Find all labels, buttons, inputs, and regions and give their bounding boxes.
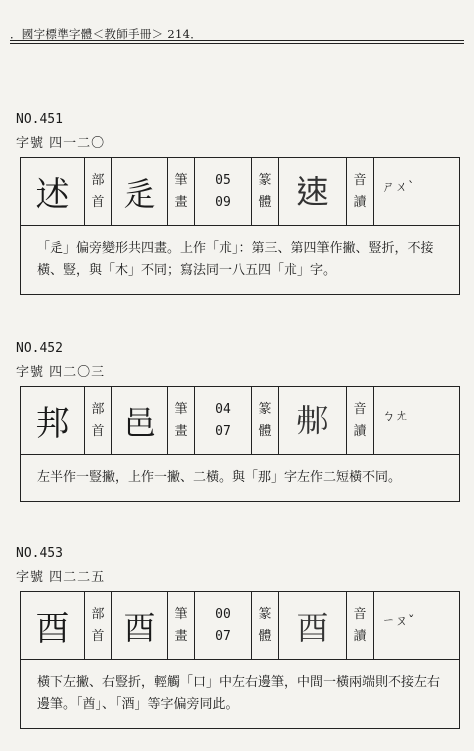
seal-label: [252, 387, 279, 454]
writing-note: 橫下左撇、右豎折，輕觸「口」中左右邊筆，中間一橫兩端則不接左右邊筆。「酋」、「酒」等字偏旁同此。: [37, 675, 441, 712]
radical-label: [85, 158, 112, 225]
entry-number: NO.453: [16, 546, 63, 561]
radical-label-line1: 部: [91, 401, 105, 417]
strokes-label: [168, 592, 195, 659]
pronunciation-label: [347, 592, 374, 659]
seal-label-line2: 體: [258, 628, 272, 644]
seal-script-character: 酉: [279, 592, 347, 659]
total-stroke-count: 07: [215, 628, 231, 644]
standard-character: 邦: [21, 387, 85, 454]
radical-stroke-count: 00: [215, 606, 231, 622]
radical-label-line2: 首: [91, 423, 105, 439]
zhuyin-pronunciation: ㄧㄡˇ: [382, 614, 415, 629]
standard-character: 述: [21, 158, 85, 225]
radical-label-line2: 首: [91, 628, 105, 644]
pronunciation-label-line1: 音: [353, 172, 367, 188]
pronunciation-label-line2: 讀: [353, 628, 367, 644]
pronunciation-label-line2: 讀: [353, 423, 367, 439]
header-rule-top: [10, 40, 464, 41]
header-title: ．國字標準字體＜教師手冊＞ 214．: [10, 27, 203, 41]
radical-character: 辵: [112, 158, 168, 225]
entry-card: [20, 591, 460, 729]
total-stroke-count: 09: [215, 194, 231, 210]
radical-stroke-count: 04: [215, 401, 231, 417]
pronunciation-label-line1: 音: [353, 606, 367, 622]
seal-label: [252, 592, 279, 659]
entry-number: NO.451: [16, 112, 63, 127]
radical-label: [85, 387, 112, 454]
pronunciation-label-line1: 音: [353, 401, 367, 417]
entry-card: [20, 157, 460, 295]
stroke-counts: [195, 592, 252, 659]
stroke-counts: [195, 387, 252, 454]
strokes-label: [168, 387, 195, 454]
total-stroke-count: 07: [215, 423, 231, 439]
radical-label-line2: 首: [91, 194, 105, 210]
strokes-label-line2: 畫: [174, 423, 188, 439]
strokes-label-line2: 畫: [174, 628, 188, 644]
standard-character: 酉: [21, 592, 85, 659]
pronunciation-label-line2: 讀: [353, 194, 367, 210]
entry-info-row: [21, 592, 459, 660]
entry-info-row: [21, 158, 459, 226]
strokes-label-line1: 筆: [174, 172, 188, 188]
seal-label: [252, 158, 279, 225]
entry-code: 字號 四二〇三: [16, 365, 106, 380]
entry-code: 字號 四一二〇: [16, 136, 106, 151]
entry-card: [20, 386, 460, 502]
entry-number: NO.452: [16, 341, 63, 356]
header-rule-bottom: [10, 43, 464, 44]
radical-label: [85, 592, 112, 659]
seal-script-character: 𨒪: [279, 158, 347, 225]
writing-note: 左半作一豎撇，上作一撇、二橫。與「那」字左作二短橫不同。: [37, 470, 402, 485]
entry-info-row: [21, 387, 459, 455]
stroke-counts: [195, 158, 252, 225]
radical-label-line1: 部: [91, 172, 105, 188]
radical-stroke-count: 05: [215, 172, 231, 188]
pronunciation-label: [347, 387, 374, 454]
seal-label-line1: 篆: [258, 401, 272, 417]
pronunciation-label: [347, 158, 374, 225]
radical-label-line1: 部: [91, 606, 105, 622]
seal-label-line2: 體: [258, 423, 272, 439]
radical-character: 酉: [112, 592, 168, 659]
radical-character: 邑: [112, 387, 168, 454]
zhuyin-pronunciation: ㄕㄨˋ: [382, 180, 415, 195]
seal-label-line2: 體: [258, 194, 272, 210]
seal-label-line1: 篆: [258, 606, 272, 622]
strokes-label-line2: 畫: [174, 194, 188, 210]
strokes-label-line1: 筆: [174, 401, 188, 417]
seal-label-line1: 篆: [258, 172, 272, 188]
writing-note: 「辵」偏旁變形共四畫。上作「朮」：第三、第四筆作撇、豎折，不接橫、豎，與「木」不同；寫法同一八五四「朮」字。: [37, 241, 434, 278]
zhuyin-pronunciation: ㄅㄤ: [382, 409, 409, 424]
strokes-label: [168, 158, 195, 225]
strokes-label-line1: 筆: [174, 606, 188, 622]
entry-code: 字號 四二二五: [16, 570, 106, 585]
seal-script-character: 𨚓: [279, 387, 347, 454]
